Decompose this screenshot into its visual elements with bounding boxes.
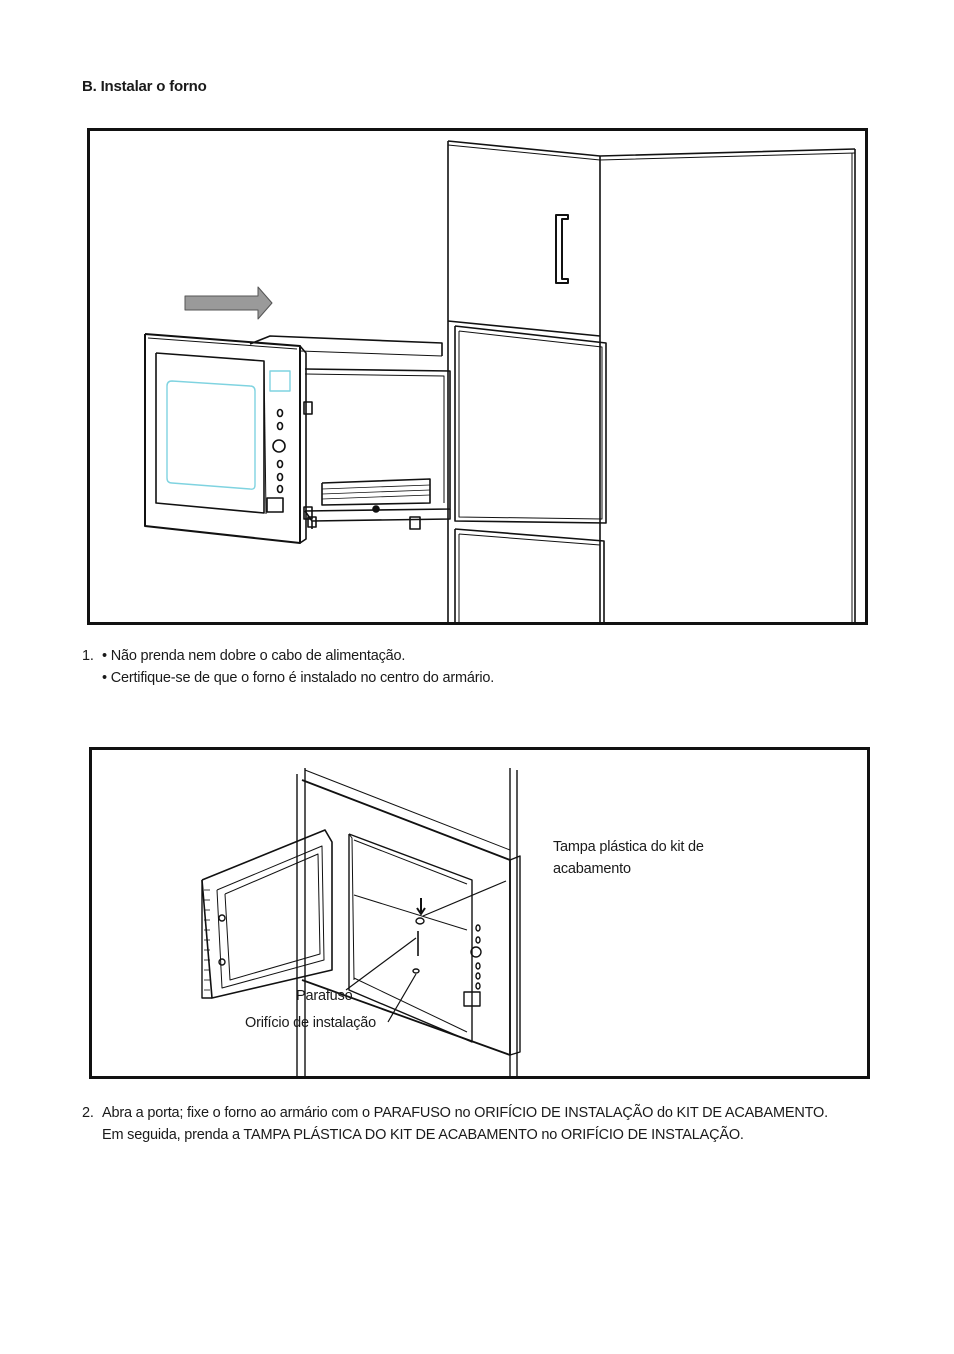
step-2-line-2: Em seguida, prenda a TAMPA PLÁSTICA DO KIT DE ACABAMENTO no ORIFÍCIO DE INSTALAÇÃO. [102, 1127, 744, 1143]
oven-fixing-illustration [92, 750, 867, 1076]
step-2-line-1: Abra a porta; fixe o forno ao armário com o PARAFUSO no ORIFÍCIO DE INSTALAÇÃO do KIT DE ACABAMENTO. [102, 1105, 828, 1121]
oven-insertion-illustration [90, 131, 865, 622]
step-1-number: 1. [82, 648, 94, 664]
cabinet-drawing [448, 141, 855, 622]
step-1-line-2: • Certifique-se de que o forno é instalado no centro do armário. [102, 670, 495, 686]
screw-label: Parafuso [296, 988, 353, 1004]
installation-hole-label: Orifício de instalação [245, 1015, 376, 1031]
plastic-cover-label-line-2: acabamento [553, 861, 631, 877]
oven-window [167, 381, 255, 489]
oven-insertion-figure [87, 128, 868, 625]
plastic-cover-label: Tampa plástica do kit de [553, 839, 704, 855]
step-1 [82, 645, 882, 695]
down-arrow-icon [417, 898, 425, 914]
oven-fixing-figure [89, 747, 870, 1079]
leader-line-cover [423, 881, 506, 916]
step-1-line-1: • Não prenda nem dobre o cabo de alimentação. [102, 648, 406, 664]
leader-line-hole [388, 974, 416, 1022]
oven-drawing [145, 334, 450, 543]
step-2-number: 2. [82, 1105, 94, 1121]
push-arrow-icon [185, 287, 272, 319]
section-title: B. Instalar o forno [82, 78, 207, 95]
step-2 [82, 1102, 942, 1152]
leader-line-screw [346, 938, 416, 990]
